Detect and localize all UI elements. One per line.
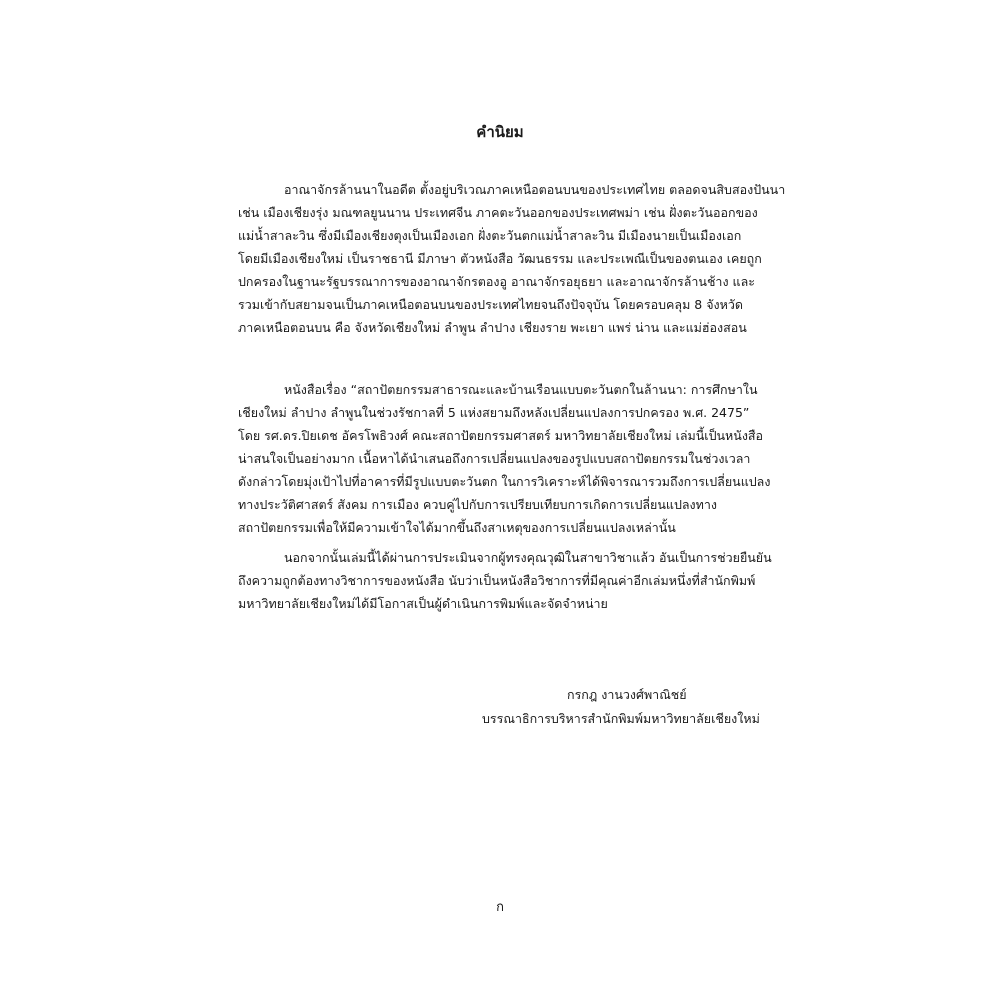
paragraph-line: ปกครองในฐานะรัฐบรรณาการของอาณาจักรตองอู อาณาจักรอยุธยา และอาณาจักรล้านช้าง และ <box>238 274 755 289</box>
page-number: ก <box>496 900 504 915</box>
paragraph-3 <box>238 546 772 615</box>
paragraph-line: โดย รศ.ดร.ปิยเดช อัครโพธิวงศ์ คณะสถาปัตยกรรมศาสตร์ มหาวิทยาลัยเชียงใหม่ เล่มนี้เป็นหนังสือ <box>238 428 764 443</box>
paragraph-line: เชียงใหม่ ลำปาง ลำพูนในช่วงรัชกาลที่ 5 แห่งสยามถึงหลังเปลี่ยนแปลงการปกครอง พ.ศ. 2475” <box>238 405 750 420</box>
paragraph-line: หนังสือเรื่อง “สถาปัตยกรรมสาธารณะและบ้านเรือนแบบตะวันตกในล้านนา: การศึกษาใน <box>284 382 758 397</box>
page-title: คำนิยม <box>476 123 524 141</box>
paragraph-2 <box>238 378 771 539</box>
paragraph-line: อาณาจักรล้านนาในอดีต ตั้งอยู่บริเวณภาคเหนือตอนบนของประเทศไทย ตลอดจนสิบสองปันนา <box>284 182 786 197</box>
paragraph-line: ถึงความถูกต้องทางวิชาการของหนังสือ นับว่าเป็นหนังสือวิชาการที่มีคุณค่าอีกเล่มหนึ่งที่สำนักพิมพ์ <box>238 573 756 588</box>
paragraph-line: เช่น เมืองเชียงรุ่ง มณฑลยูนนาน ประเทศจีน ภาคตะวันออกของประเทศพม่า เช่น ฝั่งตะวันออกของ <box>238 205 758 220</box>
signature-role: บรรณาธิการบริหารสำนักพิมพ์มหาวิทยาลัยเชียงใหม่ <box>482 711 760 726</box>
paragraph-line: รวมเข้ากับสยามจนเป็นภาคเหนือตอนบนของประเทศไทยจนถึงปัจจุบัน โดยครอบคลุม 8 จังหวัด <box>238 297 744 312</box>
signature-name: กรกฎ งานวงศ์พาณิชย์ <box>567 687 687 702</box>
paragraph-line: ทางประวัติศาสตร์ สังคม การเมือง ควบคู่ไปกับการเปรียบเทียบการเกิดการเปลี่ยนแปลงทาง <box>238 497 718 512</box>
paragraph-line: ภาคเหนือตอนบน คือ จังหวัดเชียงใหม่ ลำพูน ลำปาง เชียงราย พะเยา แพร่ น่าน และแม่ฮ่องสอน <box>238 320 747 335</box>
paragraph-line: มหาวิทยาลัยเชียงใหม่ได้มีโอกาสเป็นผู้ดำเนินการพิมพ์และจัดจำหน่าย <box>238 596 608 611</box>
paragraph-line: โดยมีเมืองเชียงใหม่ เป็นราชธานี มีภาษา ตัวหนังสือ วัฒนธรรม และประเพณีเป็นของตนเอง เคยถูก <box>238 251 762 266</box>
paragraph-line: นอกจากนั้นเล่มนี้ได้ผ่านการประเมินจากผู้ทรงคุณวุฒิในสาขาวิชาแล้ว อันเป็นการช่วยยืนยัน <box>284 550 772 565</box>
paragraph-line: น่าสนใจเป็นอย่างมาก เนื้อหาได้นำเสนอถึงการเปลี่ยนแปลงของรูปแบบสถาปัตยกรรมในช่วงเวลา <box>238 451 751 466</box>
paragraph-line: แม่น้ำสาละวิน ซึ่งมีเมืองเชียงตุงเป็นเมืองเอก ฝั่งตะวันตกแม่น้ำสาละวิน มีเมืองนายเป็นเมืองเอก <box>238 228 742 243</box>
paragraph-line: ดังกล่าวโดยมุ่งเป้าไปที่อาคารที่มีรูปแบบตะวันตก ในการวิเคราะห์ได้พิจารณารวมถึงการเปลี่ยนแปลง <box>238 474 771 489</box>
paragraph-1 <box>238 178 786 339</box>
paragraph-line: สถาปัตยกรรมเพื่อให้มีความเข้าใจได้มากขึ้นถึงสาเหตุของการเปลี่ยนแปลงเหล่านั้น <box>238 520 676 535</box>
